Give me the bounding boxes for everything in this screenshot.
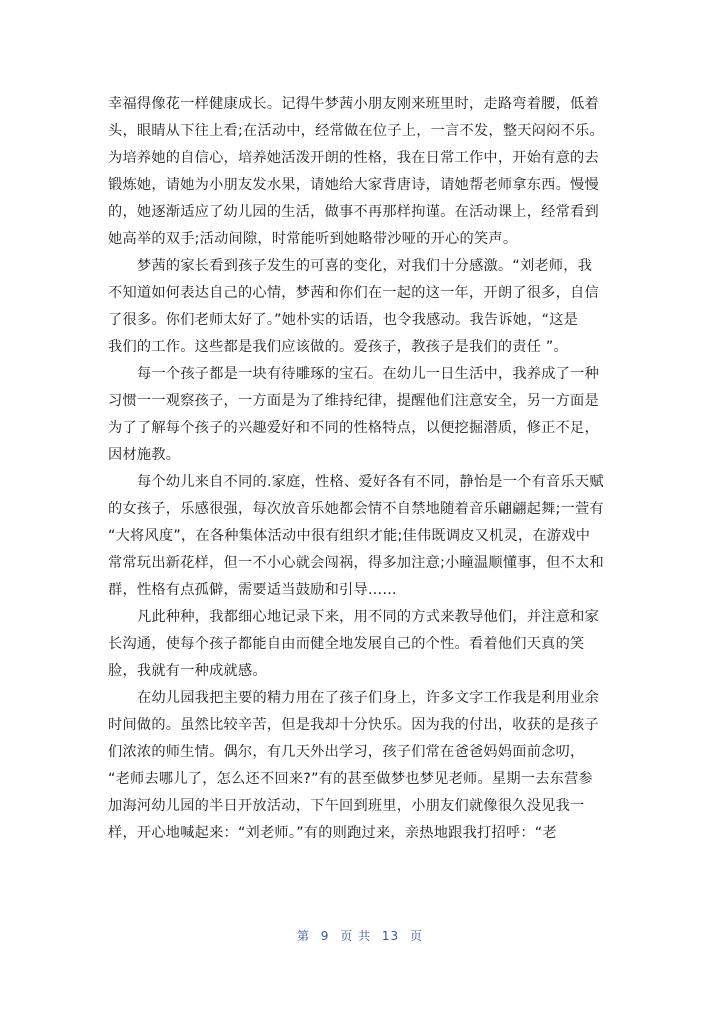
text-line-10: 我们的工作。这些都是我们应该做的。爱孩子，教孩子是我们的责任 ”。 <box>108 339 568 355</box>
text-line-15: 每个幼儿来自不同的.家庭，性格、爱好各有不同，静怡是一个有音乐天赋 <box>137 474 604 490</box>
text-line-20: 凡此种种，我都细心地记录下来，用不同的方式来教导他们，并注意和家 <box>137 609 600 625</box>
page-number-prefix: 第 <box>296 929 310 943</box>
text-line-25: 们浓浓的师生情。偶尔，有几天外出学习，孩子们常在爸爸妈妈面前念叨， <box>108 744 585 760</box>
text-line-16: 的女孩子，乐感很强，每次放音乐她都会情不自禁地随着音乐翩翩起舞;一萱有 <box>108 501 604 517</box>
text-line-18: 常常玩出新花样，但一不小心就会闯祸，得多加注意;小瞳温顺懂事，但不太和 <box>108 555 604 571</box>
text-line-24: 时间做的。虽然比较辛苦，但是我却十分快乐。因为我的付出，收获的是孩子 <box>108 717 599 733</box>
text-line-14: 因材施教。 <box>108 447 181 463</box>
text-line-21: 长沟通，使每个孩子都能自由而健全地发展自己的个性。看着他们天真的笑 <box>108 636 585 652</box>
text-line-5: 的，她逐渐适应了幼儿园的生活，做事不再那样拘谨。在活动课上，经常看到 <box>108 204 599 220</box>
text-line-1: 幸福得像花一样健康成长。记得牛梦茜小朋友刚来班里时，走路弯着腰，低着 <box>108 96 599 112</box>
text-line-6: 她高举的双手;活动间隙，时常能听到她略带沙哑的开心的笑声。 <box>108 231 518 247</box>
text-line-23: 在幼儿园我把主要的精力用在了孩子们身上，许多文字工作我是利用业余 <box>137 690 600 706</box>
page-number-middle: 页 共 <box>340 929 372 943</box>
text-line-28: 样，开心地喊起来：“刘老师。”有的则跑过来，亲热地跟我打招呼：“老 <box>108 825 557 841</box>
text-line-9: 了很多。你们老师太好了。”她朴实的话语，也令我感动。我告诉她，“这是 <box>108 312 579 328</box>
document-body <box>108 91 613 847</box>
text-line-27: 加海河幼儿园的半日开放活动，下午回到班里，小朋友们就像很久没见我一 <box>108 798 585 814</box>
text-line-3: 为培养她的自信心，培养她活泼开朗的性格，我在日常工作中，开始有意的去 <box>108 150 599 166</box>
text-line-2: 头，眼睛从下往上看;在活动中，经常做在位子上，一言不发，整天闷闷不乐。 <box>108 123 604 139</box>
text-line-13: 为了了解每个孩子的兴趣爱好和不同的性格特点，以便挖掘潜质，修正不足， <box>108 420 599 436</box>
total-page-count: 13 <box>381 929 400 943</box>
text-line-11: 每一个孩子都是一块有待雕琢的宝石。在幼儿一日生活中，我养成了一种 <box>137 366 600 382</box>
text-line-17: “大将风度”，在各种集体活动中很有组织才能;佳伟既调皮又机灵，在游戏中 <box>108 528 591 544</box>
page-number-suffix: 页 <box>410 929 424 943</box>
text-line-7: 梦茜的家长看到孩子发生的可喜的变化，对我们十分感激。“刘老师，我 <box>137 258 593 274</box>
text-line-26: “老师去哪儿了，怎么还不回来?”有的甚至做梦也梦见老师。星期一去东营参 <box>108 771 593 787</box>
current-page-number: 9 <box>320 929 330 943</box>
text-line-4: 锻炼她，请她为小朋友发水果，请她给大家背唐诗，请她帮老师拿东西。慢慢 <box>108 177 599 193</box>
text-line-19: 群，性格有点孤僻，需要适当鼓励和引导…… <box>108 582 397 598</box>
text-line-12: 习惯一一观察孩子，一方面是为了维持纪律，提醒他们注意安全，另一方面是 <box>108 393 599 409</box>
text-line-8: 不知道如何表达自己的心情，梦茜和你们在一起的这一年，开朗了很多，自信 <box>108 285 599 301</box>
text-line-22: 脸，我就有一种成就感。 <box>108 663 267 679</box>
page-footer <box>0 927 720 944</box>
